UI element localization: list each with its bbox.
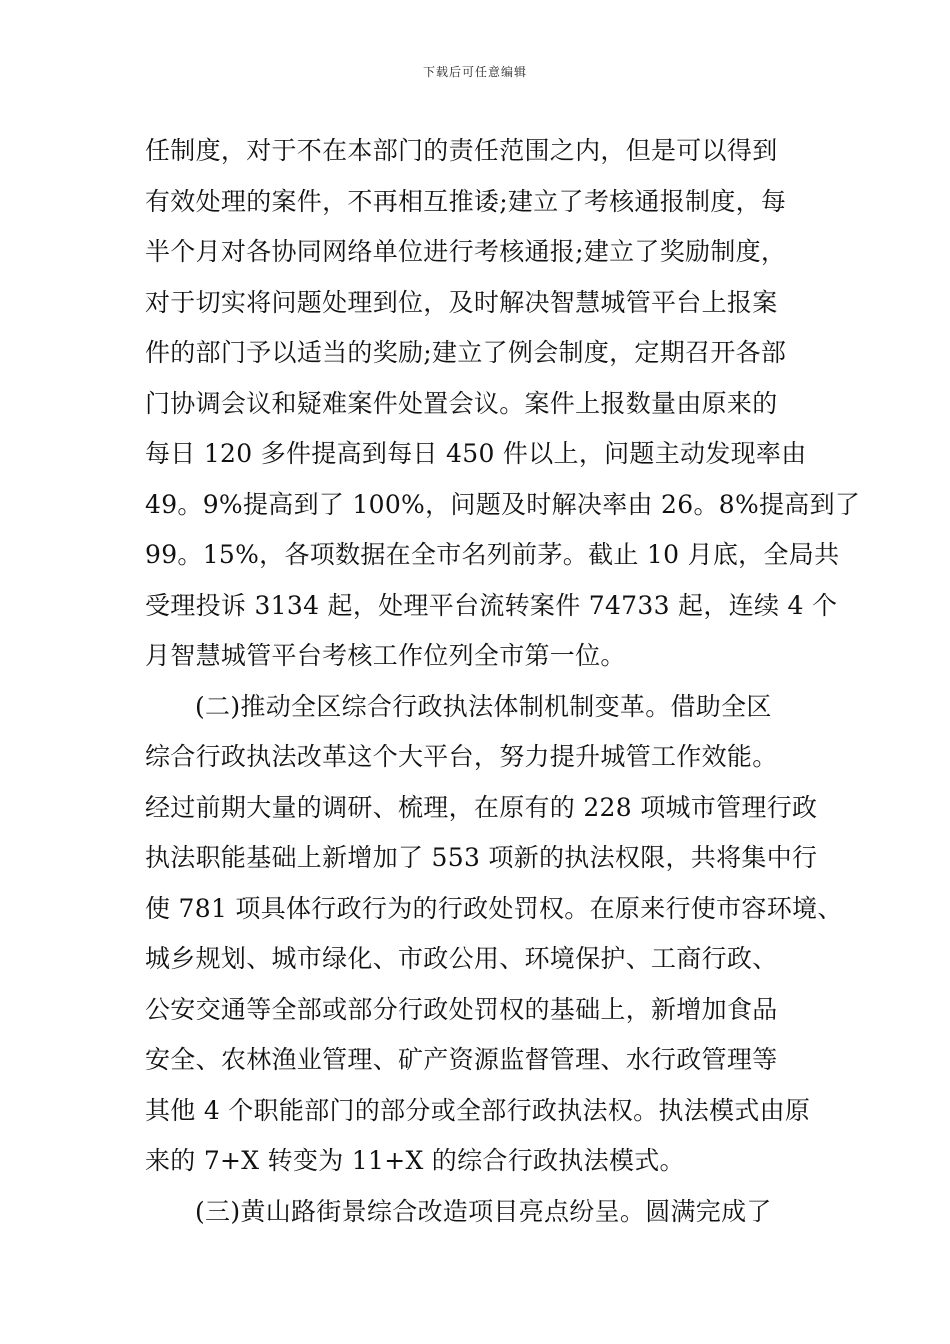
text-line: 半个月对各协同网络单位进行考核通报;建立了奖励制度， <box>145 237 787 266</box>
text-line: 门协调会议和疑难案件处置会议。案件上报数量由原来的 <box>145 388 778 418</box>
text-line: 综合行政执法改革这个大平台，努力提升城管工作效能。 <box>145 742 778 771</box>
text-line: 受理投诉 3134 起，处理平台流转案件 74733 起，连续 4 个 <box>145 590 838 620</box>
text-line: 件的部门予以适当的奖励;建立了例会制度，定期召开各部 <box>145 338 787 367</box>
section-heading-line: (三)黄山路街景综合改造项目亮点纷呈。圆满完成了 <box>195 1196 772 1226</box>
text-line: 经过前期大量的调研、梳理，在原有的 228 项城市管理行政 <box>145 792 818 822</box>
text-line: 49。9%提高到了 100%，问题及时解决率由 26。8%提高到了 <box>145 489 861 519</box>
text-line: 城乡规划、城市绿化、市政公用、环境保护、工商行政、 <box>145 944 778 973</box>
text-line: 执法职能基础上新增加了 553 项新的执法权限，共将集中行 <box>145 843 818 872</box>
document-body <box>145 126 861 1237</box>
text-line: 有效处理的案件，不再相互推诿;建立了考核通报制度，每 <box>145 186 787 216</box>
text-line: 每日 120 多件提高到每日 450 件以上，问题主动发现率由 <box>145 439 807 468</box>
text-line: 来的 7+X 转变为 11+X 的综合行政执法模式。 <box>145 1146 685 1175</box>
text-line: 对于切实将问题处理到位，及时解决智慧城管平台上报案 <box>145 287 778 317</box>
text-line: 月智慧城管平台考核工作位列全市第一位。 <box>145 641 626 670</box>
text-line: 其他 4 个职能部门的部分或全部行政执法权。执法模式由原 <box>145 1095 811 1125</box>
text-line: 安全、农林渔业管理、矿产资源监督管理、水行政管理等 <box>145 1045 778 1074</box>
text-line: 使 781 项具体行政行为的行政处罚权。在原来行使市容环境、 <box>145 893 843 923</box>
text-line: 公安交通等全部或部分行政处罚权的基础上，新增加食品 <box>145 994 778 1024</box>
section-heading-line: (二)推动全区综合行政执法体制机制变革。借助全区 <box>195 691 772 721</box>
text-line: 99。15%，各项数据在全市名列前茅。截止 10 月底，全局共 <box>145 540 840 569</box>
page-header: 下载后可任意编辑 <box>422 65 527 79</box>
text-line: 任制度，对于不在本部门的责任范围之内，但是可以得到 <box>145 136 778 165</box>
